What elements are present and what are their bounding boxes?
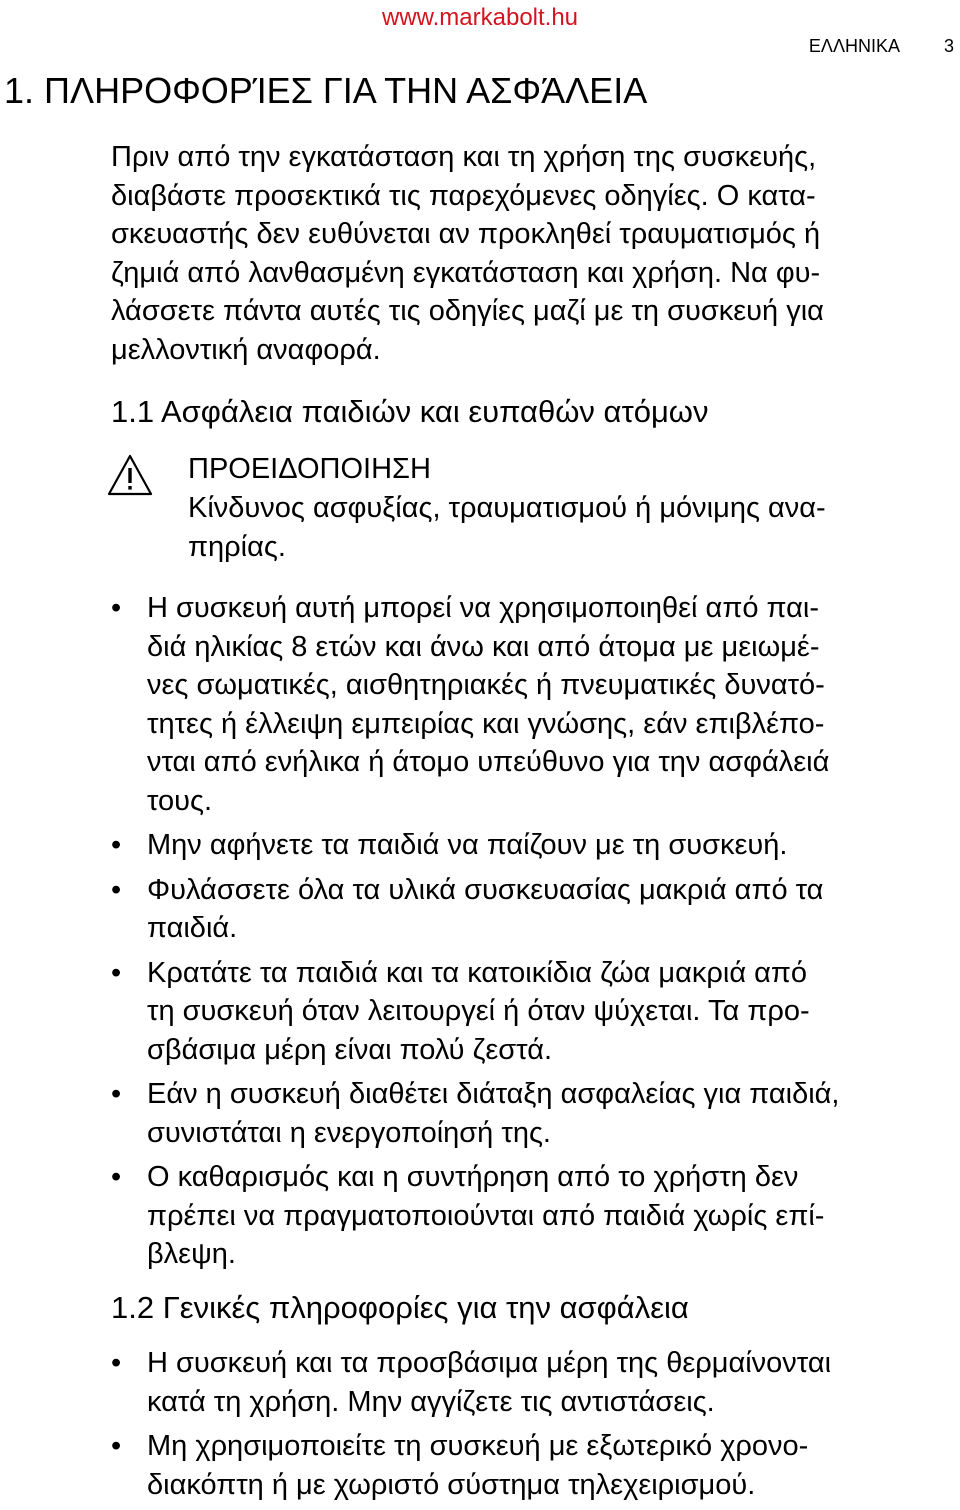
intro-line: σκευαστής δεν ευθύνεται αν προκληθεί τραυματισμός ή: [111, 218, 821, 250]
warning-triangle-icon: [106, 453, 154, 497]
bullet-icon: •: [111, 956, 122, 989]
bullet-icon: •: [111, 829, 122, 861]
list-item-line: Η συσκευή και τα προσβάσιμα μέρη της θερμαίνονται: [147, 1347, 832, 1379]
list-item-line: Μην αφήνετε τα παιδιά να παίζουν με τη συσκευή.: [147, 829, 788, 861]
bullet-icon: •: [111, 873, 122, 906]
list-item-line: Φυλάσσετε όλα τα υλικά συσκευασίας μακριά από τα: [147, 873, 824, 906]
bullet-list-general-safety: [111, 1344, 960, 1510]
list-item: [111, 1075, 960, 1152]
list-item: [111, 871, 960, 948]
warning-text: [188, 489, 948, 566]
list-item-line: Μη χρησιμοποιείτε τη συσκευή με εξωτερικό χρονο-: [147, 1430, 809, 1462]
section-title: 1. ΠΛΗΡΟΦΟΡΊΕΣ ΓΙΑ ΤΗΝ ΑΣΦΆΛΕΙΑ: [4, 70, 648, 111]
subsection-title-1-2: 1.2 Γενικές πληροφορίες για την ασφάλεια: [111, 1290, 689, 1325]
intro-line: μελλοντική αναφορά.: [111, 333, 381, 366]
list-item-line: Ο καθαρισμός και η συντήρηση από το χρήστη δεν: [147, 1161, 799, 1193]
warning-title: ΠΡΟΕΙΔΟΠΟΙΗΣΗ: [188, 453, 431, 485]
language-label: ΕΛΛΗΝΙΚΑ: [808, 36, 900, 56]
bullet-icon: •: [111, 592, 122, 624]
list-item-line: νται από ενήλικα ή άτομο υπεύθυνο για την ασφάλειά: [147, 746, 830, 778]
list-item: [111, 954, 960, 1070]
subsection-title-1-1: 1.1 Ασφάλεια παιδιών και ευπαθών ατόμων: [111, 394, 709, 429]
list-item-line: διά ηλικίας 8 ετών και άνω και από άτομα με μειωμέ-: [147, 630, 820, 663]
list-item-line: νες σωματικές, αισθητηριακές ή πνευματικές δυνατό-: [147, 669, 825, 701]
list-item-line: κατά τη χρήση. Μην αγγίζετε τις αντιστάσεις.: [147, 1385, 715, 1418]
bullet-icon: •: [111, 1430, 122, 1462]
list-item-line: Κρατάτε τα παιδιά και τα κατοικίδια ζώα μακριά από: [147, 956, 808, 989]
list-item-line: Η συσκευή αυτή μπορεί να χρησιμοποιηθεί από παι-: [147, 592, 819, 624]
list-item: [111, 1158, 960, 1274]
list-item-line: παιδιά.: [147, 912, 238, 944]
source-url[interactable]: www.markabolt.hu: [381, 4, 579, 31]
list-item-line: πρέπει να πραγματοποιούνται από παιδιά χωρίς επί-: [147, 1199, 825, 1232]
warning-line: πηρίας.: [188, 530, 286, 563]
bullet-icon: •: [111, 1161, 122, 1193]
intro-paragraph: [111, 138, 957, 369]
list-item-line: διακόπτη ή με χωριστό σύστημα τηλεχειρισμού.: [147, 1468, 756, 1501]
list-item-line: τους.: [147, 784, 213, 817]
list-item-line: τητες ή έλλειψη εμπειρίας και γνώσης, εάν επιβλέπο-: [147, 707, 825, 740]
intro-line: Πριν από την εγκατάσταση και τη χρήση της συσκευής,: [111, 141, 817, 173]
intro-line: διαβάστε προσεκτικά τις παρεχόμενες οδηγίες. Ο κατα-: [111, 179, 816, 212]
list-item-line: σβάσιμα μέρη είναι πολύ ζεστά.: [147, 1033, 553, 1066]
bullet-list-children-safety: [111, 589, 960, 1280]
list-item-line: συνιστάται η ενεργοποίησή της.: [147, 1116, 551, 1149]
warning-line: Κίνδυνος ασφυξίας, τραυματισμού ή μόνιμης ανα-: [188, 492, 826, 524]
list-item-line: Εάν η συσκευή διαθέτει διάταξη ασφαλείας για παιδιά,: [147, 1078, 840, 1110]
list-item-line: τη συσκευή όταν λειτουργεί ή όταν ψύχεται. Τα προ-: [147, 995, 810, 1027]
list-item-line: βλεψη.: [147, 1238, 236, 1270]
list-item: [111, 1344, 960, 1421]
list-item: [111, 589, 960, 820]
page-number: 3: [943, 36, 954, 56]
bullet-icon: •: [111, 1347, 122, 1379]
bullet-icon: •: [111, 1078, 122, 1110]
intro-line: ζημιά από λανθασμένη εγκατάσταση και χρήση. Να φυ-: [111, 256, 821, 289]
intro-line: λάσσετε πάντα αυτές τις οδηγίες μαζί με τη συσκευή για: [111, 295, 824, 327]
list-item: [111, 826, 960, 865]
list-item: [111, 1427, 960, 1504]
